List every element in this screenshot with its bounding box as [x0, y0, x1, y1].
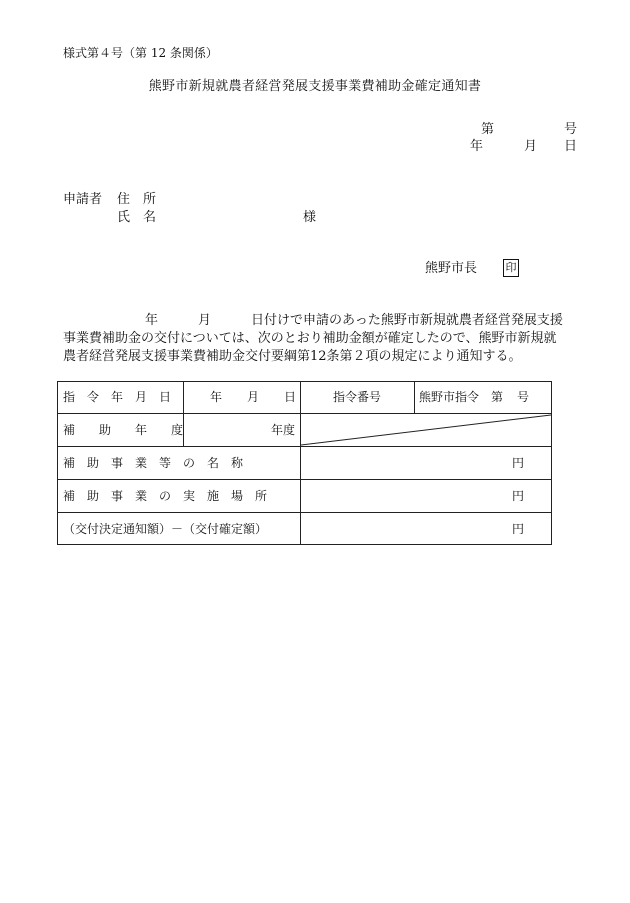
table-border-left: [57, 381, 58, 545]
r1-label: 指 令 年 月 日: [63, 390, 172, 404]
doc-number-dai: 第: [481, 122, 495, 137]
table-col-divider: [414, 381, 415, 413]
table-col-divider: [300, 381, 301, 545]
r1-number-dai: 第: [491, 390, 504, 404]
table-border-top: [57, 381, 552, 382]
r2-value: 年度: [271, 423, 296, 437]
address-label: 住 所: [117, 192, 157, 207]
date-day: 日: [564, 139, 578, 154]
body-line3: 農者経営発展支援事業費補助金交付要綱第12条第２項の規定により通知する。: [63, 349, 522, 364]
r1-month: 月: [247, 390, 260, 404]
r5-label: （交付決定通知額）－（交付確定額）: [63, 522, 268, 536]
body-year: 年: [145, 313, 159, 328]
r4-value: 円: [512, 489, 525, 503]
document-title: 熊野市新規就農者経営発展支援事業費補助金確定通知書: [148, 79, 482, 94]
form-number: 様式第４号（第 12 条関係）: [63, 46, 218, 60]
body-line1: 日付けで申請のあった熊野市新規就農者経営発展支援: [251, 313, 563, 328]
table-row-divider: [57, 512, 552, 513]
applicant-label: 申請者: [63, 192, 103, 207]
r1-year: 年: [210, 390, 223, 404]
name-label: 氏 名: [117, 210, 157, 225]
doc-number-go: 号: [564, 122, 578, 137]
r3-label: 補 助 事 業 等 の 名 称: [63, 456, 244, 470]
date-year: 年: [470, 139, 484, 154]
date-month: 月: [524, 139, 538, 154]
body-line2: 事業費補助金の交付については、次のとおり補助金額が確定したので、熊野市新規就: [63, 331, 557, 346]
table-border-bottom: [57, 544, 552, 545]
r1-number-prefix: 熊野市指令: [419, 390, 480, 404]
r4-label: 補 助 事 業 の 実 施 場 所: [63, 489, 268, 503]
seal-box: 印: [503, 259, 519, 277]
diagonal-slash: [301, 414, 551, 446]
table-col-divider: [183, 381, 184, 446]
notice-table: [57, 381, 552, 545]
table-border-right: [551, 381, 552, 545]
issuer-name: 熊野市長: [425, 261, 478, 276]
r5-value: 円: [512, 522, 525, 536]
r1-number-go: 号: [517, 390, 530, 404]
r1-day: 日: [284, 390, 297, 404]
table-row-divider: [57, 446, 552, 447]
body-month: 月: [198, 313, 212, 328]
table-row-divider: [57, 479, 552, 480]
r3-value: 円: [512, 456, 525, 470]
r2-label: 補 助 年 度: [63, 423, 184, 437]
r1-number-label: 指令番号: [333, 390, 382, 404]
sama-honorific: 様: [303, 210, 317, 225]
